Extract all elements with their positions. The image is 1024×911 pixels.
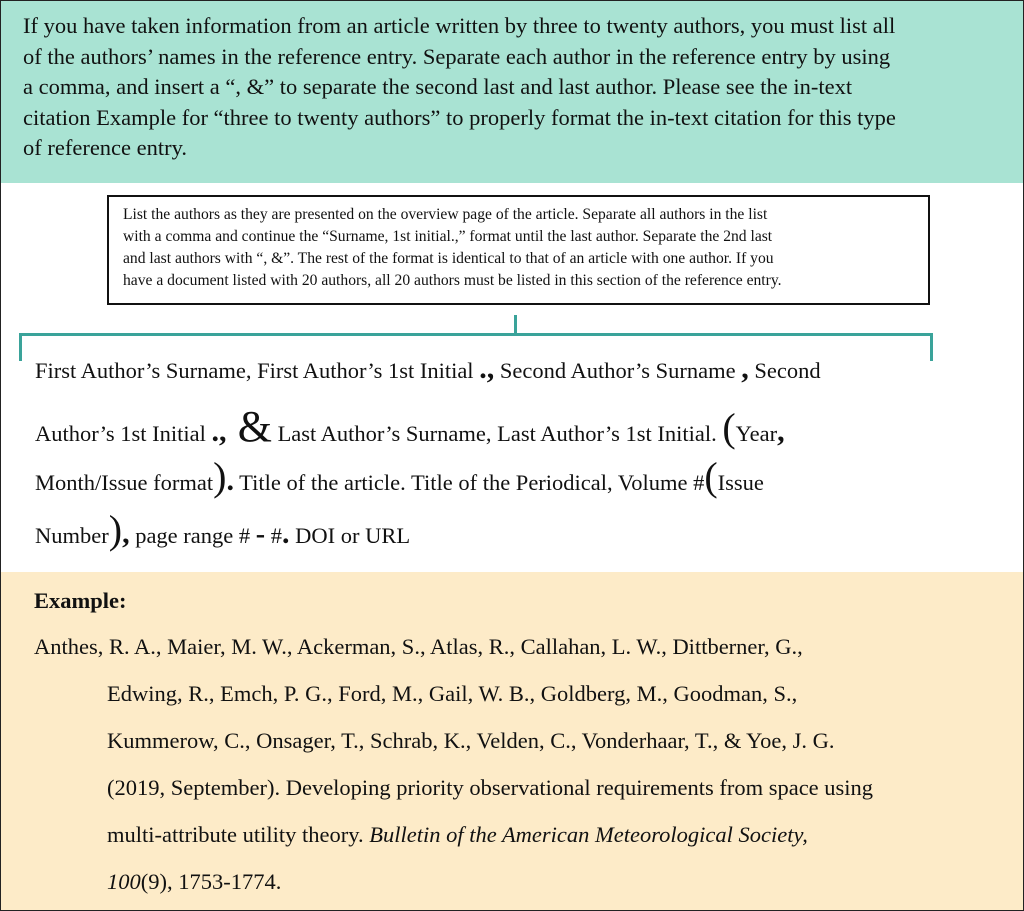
format-line-2 xyxy=(35,401,785,452)
format-line-1 xyxy=(35,352,821,386)
dot-comma-separator: ., xyxy=(479,352,495,385)
example-line: (2019, September). Developing priority observational requirements from space using xyxy=(107,775,874,800)
intro-line: a comma, and insert a “, &” to separate the second last and last author. Please see the in-text xyxy=(23,74,853,99)
note-line: with a comma and continue the “Surname, 1st initial.,” format until the last author. Separate the 2nd last xyxy=(123,228,773,245)
format-line-3 xyxy=(35,453,764,500)
second-label: Second xyxy=(748,358,821,383)
dash-separator: - xyxy=(255,519,266,550)
author-note-box xyxy=(107,195,930,305)
month-issue-text: Month/Issue format xyxy=(35,470,214,495)
example-line xyxy=(107,869,281,895)
example-panel xyxy=(1,572,1023,910)
issue-text: Issue xyxy=(717,470,764,495)
intro-line: If you have taken information from an article written by three to twenty authors, you must list all xyxy=(23,13,896,38)
note-line: and last authors with “, &”. The rest of the format is identical to that of an article with one author. If you xyxy=(123,250,774,267)
number-text: Number xyxy=(35,523,109,548)
close-paren: ) xyxy=(213,454,227,499)
page-range-text: page range # xyxy=(129,523,256,548)
intro-line: of reference entry. xyxy=(23,135,188,160)
bracket-left-arm xyxy=(19,333,22,361)
bracket-stem xyxy=(514,315,517,335)
example-line xyxy=(107,822,808,848)
second-initial-text: Author’s 1st Initial xyxy=(35,421,206,446)
issue-pages: (9), 1753-1774. xyxy=(140,869,282,894)
intro-panel xyxy=(1,1,1023,183)
dot-comma-separator: ., xyxy=(211,415,227,448)
page-range-end: # xyxy=(265,523,282,548)
example-text: multi-attribute utility theory. xyxy=(107,822,370,847)
doi-text: DOI or URL xyxy=(289,523,411,548)
example-heading: Example: xyxy=(34,588,127,613)
volume-number: 100 xyxy=(107,869,141,894)
year-text: Year xyxy=(735,421,778,446)
example-line: Kummerow, C., Onsager, T., Schrab, K., Velden, C., Vonderhaar, T., & Yoe, J. G. xyxy=(107,728,835,753)
open-paren: ( xyxy=(704,454,718,499)
example-line: Edwing, R., Emch, P. G., Ford, M., Gail, W. B., Goldberg, M., Goodman, S., xyxy=(107,681,798,706)
journal-title: Bulletin of the American Meteorological Society, xyxy=(369,822,808,847)
first-author-text: First Author’s Surname, First Author’s 1st Initial xyxy=(35,358,474,383)
ampersand-symbol: & xyxy=(237,402,272,451)
bracket-bar xyxy=(19,333,933,336)
example-line: Anthes, R. A., Maier, M. W., Ackerman, S., Atlas, R., Callahan, L. W., Dittberner, G., xyxy=(34,634,803,659)
note-line: List the authors as they are presented on the overview page of the article. Separate all authors in the list xyxy=(123,206,768,223)
period-separator: . xyxy=(226,464,234,497)
comma-separator: , xyxy=(741,352,749,385)
period-separator: . xyxy=(281,517,290,550)
open-paren: ( xyxy=(722,405,736,450)
last-author-text: Last Author’s Surname, Last Author’s 1st Initial. xyxy=(271,421,723,446)
comma-separator: , xyxy=(777,415,785,448)
close-paren: ) xyxy=(108,507,123,552)
bracket-right-arm xyxy=(930,333,933,361)
comma-separator: , xyxy=(122,517,130,550)
intro-line: citation Example for “three to twenty authors” to properly format the in-text citation for this type xyxy=(23,104,896,130)
title-periodical-text: Title of the article. Title of the Periodical, Volume # xyxy=(233,470,705,495)
note-line: have a document listed with 20 authors, all 20 authors must be listed in this section of the reference entry. xyxy=(123,272,782,289)
format-line-4 xyxy=(35,506,410,553)
intro-line: of the authors’ names in the reference entry. Separate each author in the reference entry by using xyxy=(23,43,891,69)
second-author-surname: Second Author’s Surname xyxy=(494,358,736,383)
